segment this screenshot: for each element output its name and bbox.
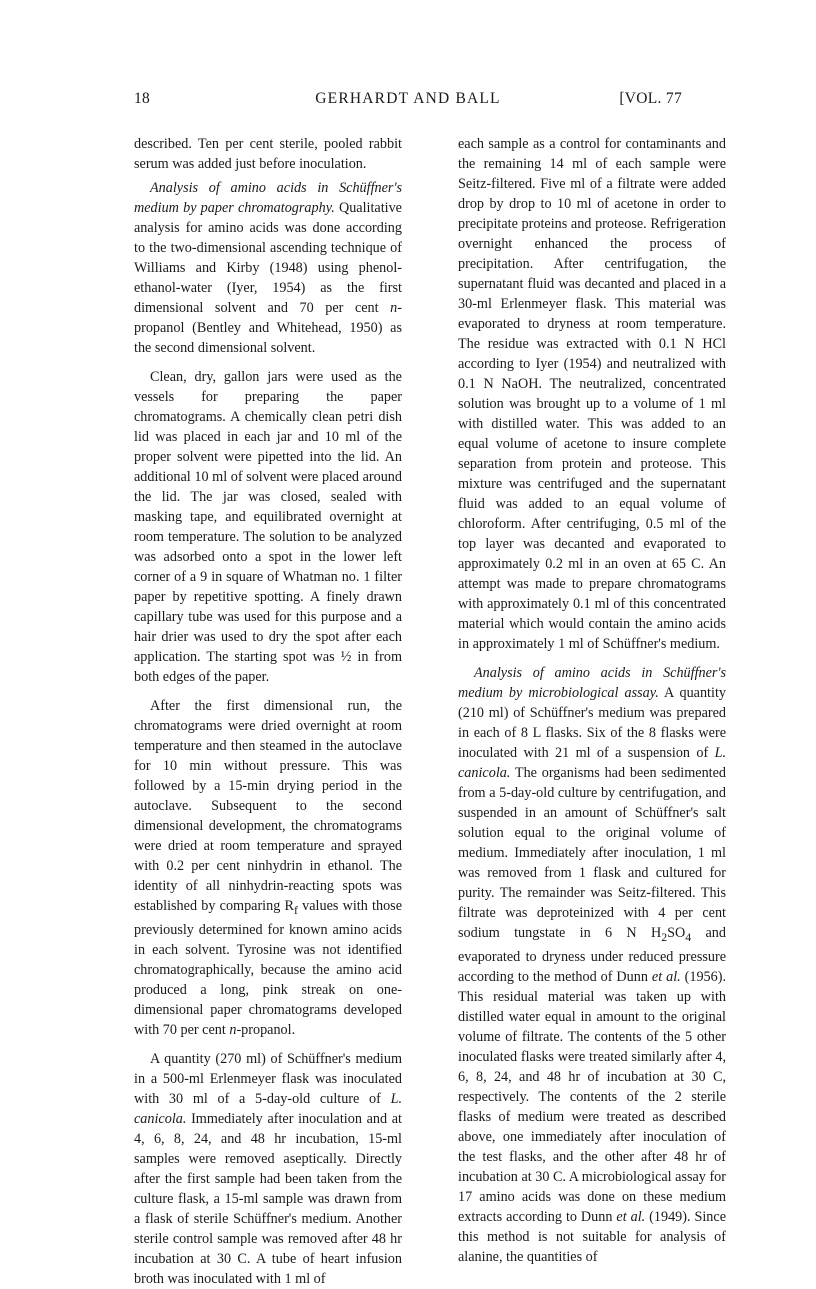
paragraph-jars: Clean, dry, gallon jars were used as the vessels for preparing the paper chromatograms. A chemically clean petri dish lid was placed in each jar and 10 ml of the proper solvent were pipetted into the lid. An additional 10 ml of solvent were placed around the lid. The jar was closed, sealed with masking tape, and equilibrated overnight at room temperature. The solution to be analyzed was adsorbed onto a spot in the lower left corner of a 9 in square of Whatman no. 1 filter paper by repetitive spotting. A finely drawn capillary tube was used for this purpose and a hair drier was used to dry the spot after each application. The starting spot was ½ in from both edges of the paper. <box>134 369 402 685</box>
running-head <box>134 90 682 118</box>
section-run-in-title: Analysis of amino acids in Schüffner's medium by microbiological assay. <box>458 665 726 701</box>
page-number: 18 <box>134 90 151 107</box>
paragraph-inoculation: A quantity (270 ml) of Schüffner's medium in a 500-ml Erlenmeyer flask was inoculated with 30 ml of a 5-day-old culture of L. canicola. Immediately after inoculation and at 4, 6, 8, 24, and 48 hr incubation, 15-ml samples were removed aseptically. Directly after the first sample had been taken from the culture flask, a 15-ml sample was drawn from a flask of sterile Schüffner's medium. Another sterile control sample was removed after 48 hr incubation at 30 C. A tube of heart infusion broth was inoculated with 1 ml of <box>134 1050 402 1287</box>
right-column <box>458 134 726 1267</box>
paragraph-paper-chromatography: Analysis of amino acids in Schüffner's medium by paper chromatography. Qualitative analysis for amino acids was done according to the two-dimensional ascending technique of Williams and Kirby (1948) using phenol-ethanol-water (Iyer, 1954) as the first dimensional solvent and 70 per cent n-propanol (Bentley and Whitehead, 1950) as the second dimensional solvent. <box>134 180 402 356</box>
paragraph-continuation-right: each sample as a control for contaminants and the remaining 14 ml of each sample were Seitz-filtered. Five ml of a filtrate were added drop by drop to 10 ml of acetone in order to precipitate proteins and proteose. Refrigeration overnight enhanced the process of precipitation. After centrifugation, the supernatant fluid was decanted and placed in a 30-ml Erlenmeyer flask. This material was evaporated to dryness at room temperature. The residue was extracted with 0.1 N HCl according to Iyer (1954) and neutralized with 0.1 N NaOH. The neutralized, concentrated solution was brought up to a volume of 1 ml with distilled water. This was added to an equal volume of acetone to insure complete separation from protein and proteose. This mixture was centrifuged and the supernatant fluid was added to an equal volume of chloroform. After centrifuging, 0.5 ml of the top layer was decanted and evaporated to approximately 0.2 ml in an oven at 65 C. An attempt was made to prepare chromatograms with approximately 0.1 ml of this concentrated material which would contain the amino acids in approximately 1 ml of Schüffner's medium. <box>458 136 726 652</box>
running-authors: GERHARDT AND BALL <box>315 90 501 107</box>
paragraph-continuation: described. Ten per cent sterile, pooled rabbit serum was added just before inoculation. <box>134 136 402 172</box>
section-run-in-title: Analysis of amino acids in Schüffner's medium by paper chromatography. <box>134 180 402 216</box>
left-column <box>134 134 402 1289</box>
volume-label: [VOL. 77 <box>619 90 682 107</box>
paragraph-microbiological-assay: Analysis of amino acids in Schüffner's medium by microbiological assay. A quantity (210 ml) of Schüffner's medium was prepared in each of 8 L flasks. Six of the 8 flasks were inoculated with 21 ml of a suspension of L. canicola. The organisms had been sedimented from a 5-day-old culture by centrifugation, and suspended in an amount of Schüffner's salt solution equal to the original volume of medium. Immediately after inoculation, 1 ml was removed from 1 flask and cultured for purity. The remainder was Seitz-filtered. This filtrate was deproteinized with 4 per cent sodium tungstate in 6 N $H_2SO_4$ and evaporated to dryness under reduced pressure according to the method of Dunn et al. (1956). This residual material was taken up with distilled water equal in amount to the original volume of filtrate. The contents of the 5 other inoculated flasks were treated similarly after 4, 6, 8, 24, and 48 hr of incubation at 30 C, respectively. The contents of the 2 sterile flasks of medium were treated as described above, one immediately after inoculation of the test flasks, and the other after 48 hr of incubation at 30 C. A microbiological assay for 17 amino acids was done on these medium extracts according to Dunn et al. (1949). Since this method is not suitable for analysis of alanine, the quantities of <box>458 665 727 1265</box>
paragraph-first-run: After the first dimensional run, the chromatograms were dried overnight at room temperature and then steamed in the autoclave for 10 min without pressure. This was followed by a 15-min drying period in the autoclave. Subsequent to the second dimensional development, the chromatograms were dried at room temperature and sprayed with 0.2 per cent ninhydrin in ethanol. The identity of all ninhydrin-reacting spots was established by comparing $R_f$ values with those previously determined for known amino acids in each solvent. Tyrosine was not identified chromatographically, because the amino acid produced a long, pink streak on one-dimensional paper chromatograms developed with 70 per cent n-propanol. <box>134 698 402 1038</box>
